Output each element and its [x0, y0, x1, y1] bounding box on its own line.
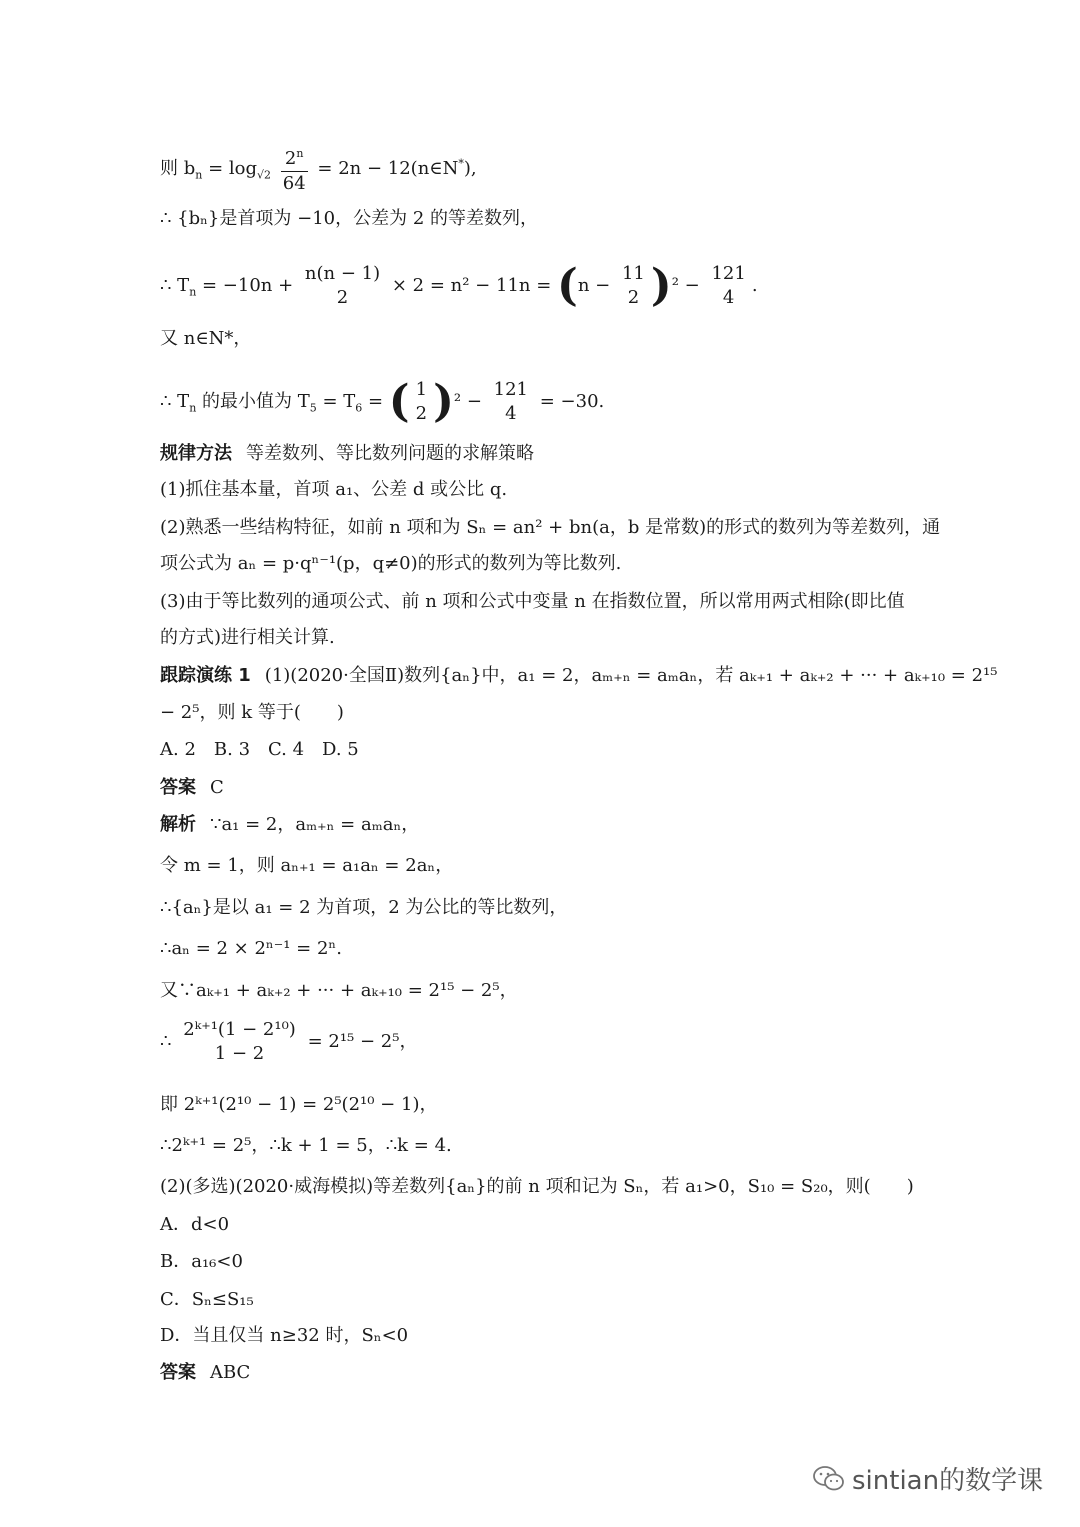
fraction: 11 2 [621, 263, 645, 308]
text-line: ∴aₙ = 2 × 2ⁿ⁻¹ = 2ⁿ. [160, 938, 342, 959]
text-line: 项公式为 aₙ = p·qⁿ⁻¹(p，q≠0)的形式的数列为等比数列. [160, 553, 622, 574]
formula-sum: ∴ 2ᵏ⁺¹(1 − 2¹⁰) 1 − 2 = 2¹⁵ − 2⁵， [160, 1019, 418, 1064]
text-line: 即 2ᵏ⁺¹(2¹⁰ − 1) = 2⁵(2¹⁰ − 1)， [160, 1094, 438, 1115]
exercise-heading: 跟踪演练 1 (1)(2020·全国Ⅱ)数列{aₙ}中，a₁ = 2，aₘ₊ₙ = aₘaₙ，若 aₖ₊₁ + aₖ₊₂ + ··· + aₖ₊₁₀ = 2¹⁵ [160, 665, 998, 686]
analysis-line: 解析 ∵a₁ = 2，aₘ₊ₙ = aₘaₙ， [160, 814, 420, 835]
text-line: ∴2ᵏ⁺¹ = 2⁵，∴k + 1 = 5，∴k = 4. [160, 1135, 452, 1156]
text-line: (2)熟悉一些结构特征，如前 n 项和为 Sₙ = an² + bn(a，b 是常数)的形式的数列为等差数列，通 [160, 517, 941, 538]
text-line: ∴ {bₙ}是首项为 −10，公差为 2 的等差数列， [160, 208, 538, 229]
text-line: 又 n∈N*， [160, 328, 252, 349]
text-line: 又∵aₖ₊₁ + aₖ₊₂ + ··· + aₖ₊₁₀ = 2¹⁵ − 2⁵， [160, 980, 518, 1001]
option-d: D．当且仅当 n≥32 时，Sₙ<0 [160, 1325, 409, 1346]
answer-line: 答案 C [160, 777, 224, 798]
formula-tn: ∴ $T_n = -10n$ + n(n − 1) 2 × 2 = n² − 11n = (n − 11 2 )² − 121 4 . [160, 260, 758, 311]
fraction: 121 4 [493, 379, 529, 424]
text-line: (2)(多选)(2020·威海模拟)等差数列{aₙ}的前 n 项和记为 Sₙ，若 a₁>0，S₁₀ = S₂₀，则( ) [160, 1176, 914, 1197]
watermark [812, 1460, 1043, 1497]
choices: A. 2 B. 3 C. 4 D. 5 [160, 739, 359, 760]
text-line: (1)抓住基本量，首项 a₁、公差 d 或公比 q. [160, 479, 508, 500]
answer-line: 答案 ABC [160, 1362, 251, 1383]
method-heading: 规律方法 等差数列、等比数列问题的求解策略 [160, 443, 534, 464]
text-line: ∴{aₙ}是以 a₁ = 2 为首项，2 为公比的等比数列， [160, 897, 568, 918]
text-line: 令 m = 1，则 aₙ₊₁ = a₁aₙ = 2aₙ， [160, 855, 454, 876]
fraction: 121 4 [711, 263, 746, 308]
option-b: B．a₁₆<0 [160, 1251, 243, 1272]
text-line: 的方式)进行相关计算. [160, 627, 335, 648]
option-c: C．Sₙ≤S₁₅ [160, 1289, 254, 1310]
wechat-icon [812, 1465, 846, 1493]
formula-tn-min: ∴ $T_n$ 的最小值为 $T_5 = T_6$ = ( 1 2 )² − 121 4 = −30. [160, 376, 605, 427]
fraction: 1 2 [415, 379, 428, 424]
text-line: (3)由于等比数列的通项公式、前 n 项和公式中变量 n 在指数位置，所以常用两式相除(即比值 [160, 591, 905, 612]
option-a: A．d<0 [160, 1214, 230, 1235]
formula-bn: 则 $b_n = \log_{√2}$ $\frac{2^n}{64}$ = 2n − 12(n∈N*), [160, 142, 950, 196]
fraction: $\frac{2^n}{64}$ [281, 142, 308, 196]
text-line: − 2⁵，则 k 等于( ) [160, 702, 344, 723]
fraction: n(n − 1) 2 [304, 263, 381, 308]
watermark-text: sintian的数学课 [852, 1466, 1044, 1496]
fraction: 2ᵏ⁺¹(1 − 2¹⁰) 1 − 2 [183, 1019, 296, 1064]
